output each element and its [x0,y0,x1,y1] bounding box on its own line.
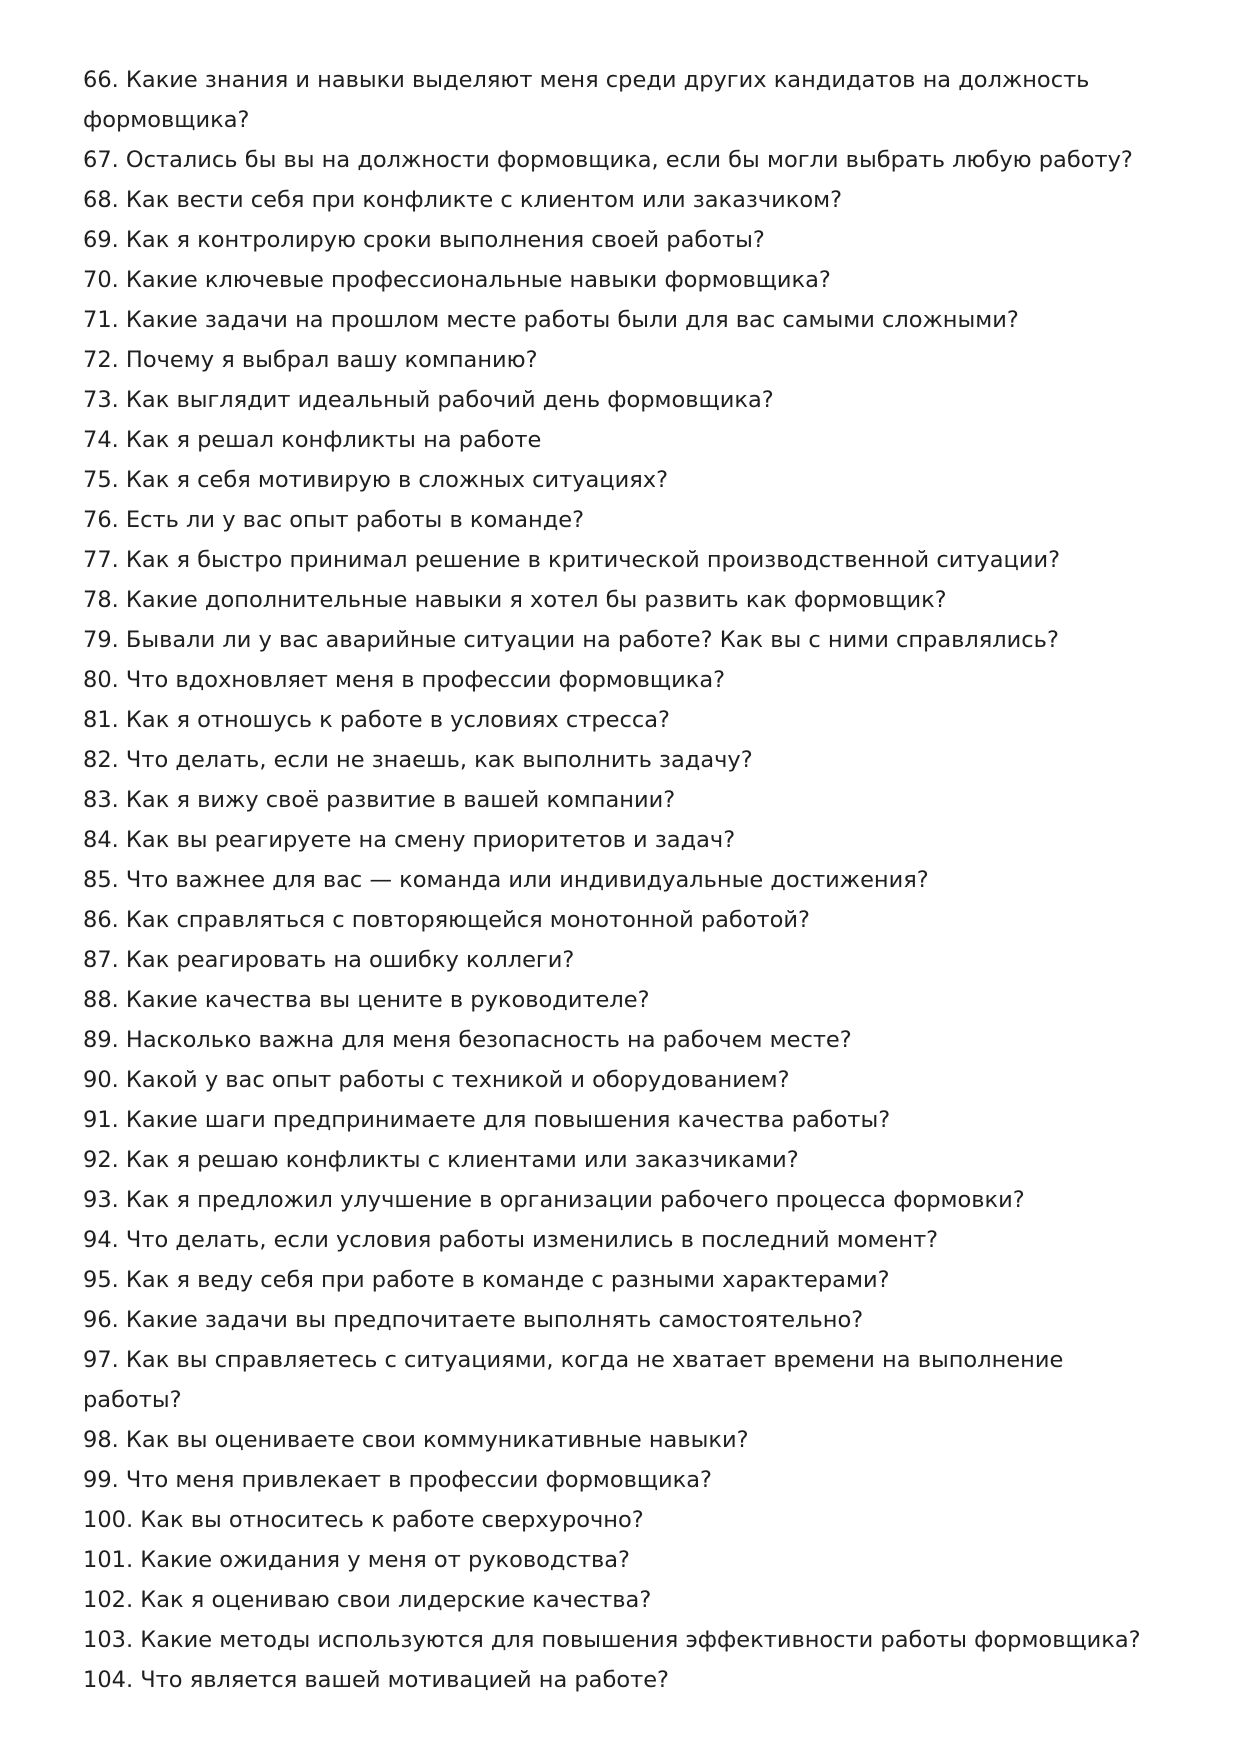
question-item: 100. Как вы относитесь к работе сверхурочно? [83,1507,644,1533]
question-item: 93. Как я предложил улучшение в организации рабочего процесса формовки? [83,1187,1025,1213]
question-item: 92. Как я решаю конфликты с клиентами или заказчиками? [83,1147,799,1173]
question-item: 70. Какие ключевые профессиональные навыки формовщика? [83,267,831,293]
question-item: 102. Как я оцениваю свои лидерские качества? [83,1587,652,1613]
question-list [83,60,1163,1700]
question-item: 91. Какие шаги предпринимаете для повышения качества работы? [83,1107,891,1133]
question-item: 79. Бывали ли у вас аварийные ситуации на работе? Как вы с ними справлялись? [83,627,1059,653]
question-item: 90. Какой у вас опыт работы с техникой и оборудованием? [83,1067,790,1093]
question-item: 76. Есть ли у вас опыт работы в команде? [83,507,585,533]
question-item: 77. Как я быстро принимал решение в критической производственной ситуации? [83,547,1061,573]
question-item: 97. Как вы справляетесь с ситуациями, когда не хватает времени на выполнение работы? [83,1347,1064,1413]
question-item: 101. Какие ожидания у меня от руководства? [83,1547,630,1573]
question-item: 94. Что делать, если условия работы изменились в последний момент? [83,1227,939,1253]
question-item: 86. Как справляться с повторяющейся монотонной работой? [83,907,810,933]
question-item: 96. Какие задачи вы предпочитаете выполнять самостоятельно? [83,1307,864,1333]
question-item: 67. Остались бы вы на должности формовщика, если бы могли выбрать любую работу? [83,147,1133,173]
question-item: 71. Какие задачи на прошлом месте работы были для вас самыми сложными? [83,307,1019,333]
question-item: 99. Что меня привлекает в профессии формовщика? [83,1467,712,1493]
question-item: 73. Как выглядит идеальный рабочий день формовщика? [83,387,774,413]
question-item: 72. Почему я выбрал вашу компанию? [83,347,538,373]
question-item: 95. Как я веду себя при работе в команде с разными характерами? [83,1267,890,1293]
question-item: 98. Как вы оцениваете свои коммуникативные навыки? [83,1427,749,1453]
question-item: 74. Как я решал конфликты на работе [83,427,542,453]
question-item: 80. Что вдохновляет меня в профессии формовщика? [83,667,726,693]
question-item: 75. Как я себя мотивирую в сложных ситуациях? [83,467,669,493]
question-item: 82. Что делать, если не знаешь, как выполнить задачу? [83,747,753,773]
question-item: 103. Какие методы используются для повышения эффективности работы формовщика? [83,1627,1141,1653]
question-item: 84. Как вы реагируете на смену приоритетов и задач? [83,827,736,853]
question-item: 83. Как я вижу своё развитие в вашей компании? [83,787,676,813]
question-item: 87. Как реагировать на ошибку коллеги? [83,947,575,973]
question-item: 78. Какие дополнительные навыки я хотел бы развить как формовщик? [83,587,947,613]
question-item: 89. Насколько важна для меня безопасность на рабочем месте? [83,1027,852,1053]
question-item: 88. Какие качества вы цените в руководителе? [83,987,650,1013]
question-item: 68. Как вести себя при конфликте с клиентом или заказчиком? [83,187,843,213]
question-item: 69. Как я контролирую сроки выполнения своей работы? [83,227,765,253]
question-item: 81. Как я отношусь к работе в условиях стресса? [83,707,670,733]
question-item: 66. Какие знания и навыки выделяют меня среди других кандидатов на должность формовщика? [83,67,1090,133]
question-item: 85. Что важнее для вас — команда или индивидуальные достижения? [83,867,929,893]
question-item: 104. Что является вашей мотивацией на работе? [83,1667,669,1693]
